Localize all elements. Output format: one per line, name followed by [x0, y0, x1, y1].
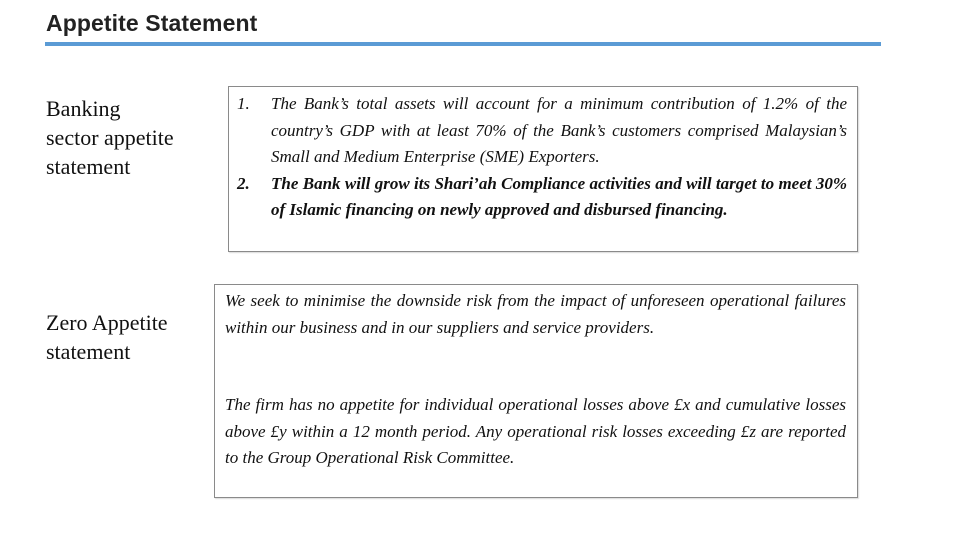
zero-appetite-paragraph-2: The firm has no appetite for individual operational losses above £x and cumulative losses above £y within a 12 month period. Any operational risk losses exceeding £z are reported to the Group Operational Risk Committee. — [225, 395, 846, 467]
item-text: The Bank’s total assets will account for a minimum contribution of 1.2% of the country’s GDP with at least 70% of the Bank’s customers comprised Malaysian’s Small and Medium Enterprise (SME) Exporters. — [271, 94, 847, 166]
banking-sector-statement-box — [228, 86, 858, 252]
zero-appetite-paragraph-1: We seek to minimise the downside risk from the impact of unforeseen operational failures within our business and in our suppliers and service providers. — [225, 291, 846, 337]
banking-statement-list — [237, 91, 847, 224]
item-text: The Bank will grow its Shari’ah Compliance activities and will target to meet 30% of Islamic financing on newly approved and disbursed financing. — [271, 173, 847, 219]
zero-appetite-statement-box — [214, 284, 858, 498]
slide-title: Appetite Statement — [46, 10, 258, 36]
zero-appetite-label: Zero Appetite statement — [46, 310, 168, 364]
item-number: 1. — [237, 94, 250, 113]
banking-sector-label: Banking sector appetite statement — [46, 96, 174, 179]
banking-statement-item-1 — [237, 91, 847, 171]
banking-statement-item-2 — [237, 171, 847, 224]
title-underline — [45, 42, 881, 46]
item-number: 2. — [237, 173, 250, 193]
